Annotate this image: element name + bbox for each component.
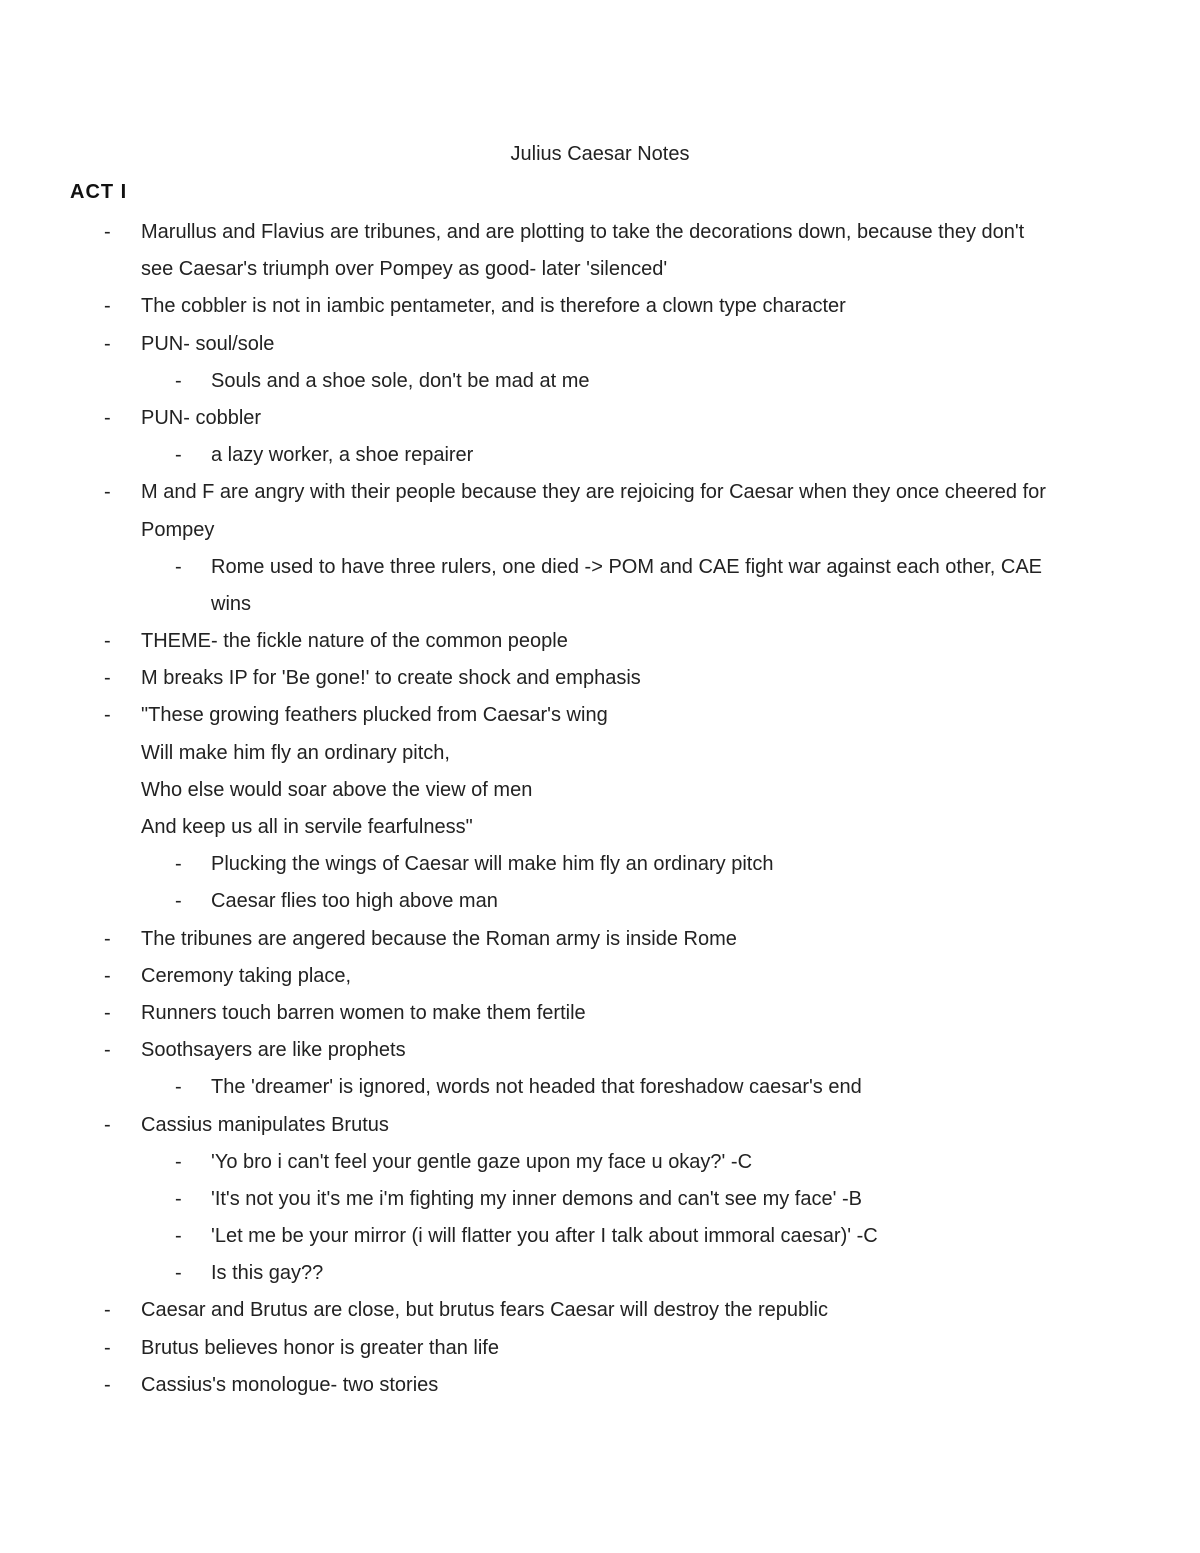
list-item-text: Plucking the wings of Caesar will make him fly an ordinary pitch [211,853,774,876]
list-item [0,549,1200,586]
list-item-text: Caesar and Brutus are close, but brutus fears Caesar will destroy the republic [141,1299,829,1322]
list-item-text: Runners touch barren women to make them fertile [141,1001,586,1024]
bullet-dash: - [175,444,182,467]
list-item [0,363,1200,400]
list-item-text: "These growing feathers plucked from Caesar's wing [141,704,608,727]
list-item-text: Brutus believes honor is greater than life [141,1336,499,1359]
list-item-text: The cobbler is not in iambic pentameter, and is therefore a clown type character [141,295,846,318]
list-item [0,1107,1200,1144]
list-item-text: Soothsayers are like prophets [141,1039,406,1062]
list-item [0,623,1200,660]
list-item-text: PUN- cobbler [141,406,262,429]
list-item-text: Caesar flies too high above man [211,890,498,913]
list-item-text: Ceremony taking place, [141,964,352,987]
bullet-dash: - [175,1076,182,1099]
bullet-dash: - [175,1225,182,1248]
list-item [0,1032,1200,1069]
bullet-dash: - [175,890,182,913]
list-item-text: Rome used to have three rulers, one died -> POM and CAE fight war against each other, CAE [211,555,1043,578]
bullet-dash: - [175,1187,182,1210]
list-item-text: Cassius manipulates Brutus [141,1113,389,1136]
bullet-dash: - [104,927,111,950]
list-item [0,400,1200,437]
bullet-dash: - [175,555,182,578]
list-item [0,958,1200,995]
bullet-dash: - [104,1336,111,1359]
list-item-text: 'Let me be your mirror (i will flatter you after I talk about immoral caesar)' -C [211,1225,878,1248]
bullet-dash: - [104,667,111,690]
list-item-text: The 'dreamer' is ignored, words not headed that foreshadow caesar's end [211,1076,862,1099]
list-item [0,660,1200,697]
list-item [0,1255,1200,1292]
list-item [0,1292,1200,1329]
list-item-text: Marullus and Flavius are tribunes, and are plotting to take the decorations down, because they don't [141,221,1025,243]
list-item-text: M breaks IP for 'Be gone!' to create shock and emphasis [141,667,641,690]
list-item-text: Who else would soar above the view of men [141,778,533,801]
list-item [0,1181,1200,1218]
bullet-dash: - [104,481,111,504]
bullet-dash: - [175,369,182,392]
bullet-dash: - [104,1001,111,1024]
list-item-text: Cassius's monologue- two stories [141,1373,439,1396]
list-item [0,326,1200,363]
bullet-dash: - [104,1113,111,1136]
bullet-dash: - [104,1299,111,1322]
list-item-text: see Caesar's triumph over Pompey as good- later 'silenced' [141,258,668,281]
list-item-text: And keep us all in servile fearfulness" [141,816,473,838]
list-item-text: 'Yo bro i can't feel your gentle gaze upon my face u okay?' -C [211,1150,753,1173]
list-item [0,1144,1200,1181]
list-item-text: THEME- the fickle nature of the common people [141,630,568,653]
list-item-text: 'It's not you it's me i'm fighting my inner demons and can't see my face' -B [211,1187,862,1210]
list-item-continuation [0,809,1200,846]
list-item [0,288,1200,325]
list-item [0,1069,1200,1106]
list-item-text: M and F are angry with their people because they are rejoicing for Caesar when they once cheered for [141,481,1046,504]
list-item-text: PUN- soul/sole [141,332,275,355]
bullet-dash: - [104,964,111,987]
list-item [0,883,1200,920]
list-item-text: Is this gay?? [211,1262,324,1285]
list-item [0,1330,1200,1367]
list-item [0,921,1200,958]
bullet-dash: - [104,1039,111,1062]
bullet-dash: - [104,406,111,429]
list-item-text: The tribunes are angered because the Roman army is inside Rome [141,927,737,950]
bullet-dash: - [104,704,111,727]
list-item-continuation [0,586,1200,623]
document-title: Julius Caesar Notes [510,143,690,165]
bullet-dash: - [175,1150,182,1173]
list-item-text: wins [211,592,252,615]
list-item [0,697,1200,734]
bullet-dash: - [104,221,111,243]
bullet-dash: - [104,1373,111,1396]
list-item-continuation [0,735,1200,772]
list-item [0,846,1200,883]
bullet-dash: - [104,332,111,355]
list-item-continuation [0,512,1200,549]
list-item [0,214,1200,251]
list-item-continuation [0,251,1200,288]
bullet-dash: - [104,630,111,653]
notes-list [0,214,1200,1404]
bullet-dash: - [175,1262,182,1285]
list-item [0,995,1200,1032]
list-item [0,1367,1200,1404]
list-item [0,1218,1200,1255]
list-item-text: Will make him fly an ordinary pitch, [141,741,450,764]
list-item-text: Pompey [141,518,215,541]
bullet-dash: - [104,295,111,318]
list-item [0,437,1200,474]
list-item-text: Souls and a shoe sole, don't be mad at me [211,369,590,392]
list-item [0,474,1200,511]
bullet-dash: - [175,853,182,876]
section-heading: ACT I [70,181,128,203]
list-item-text: a lazy worker, a shoe repairer [211,444,474,467]
list-item-continuation [0,772,1200,809]
